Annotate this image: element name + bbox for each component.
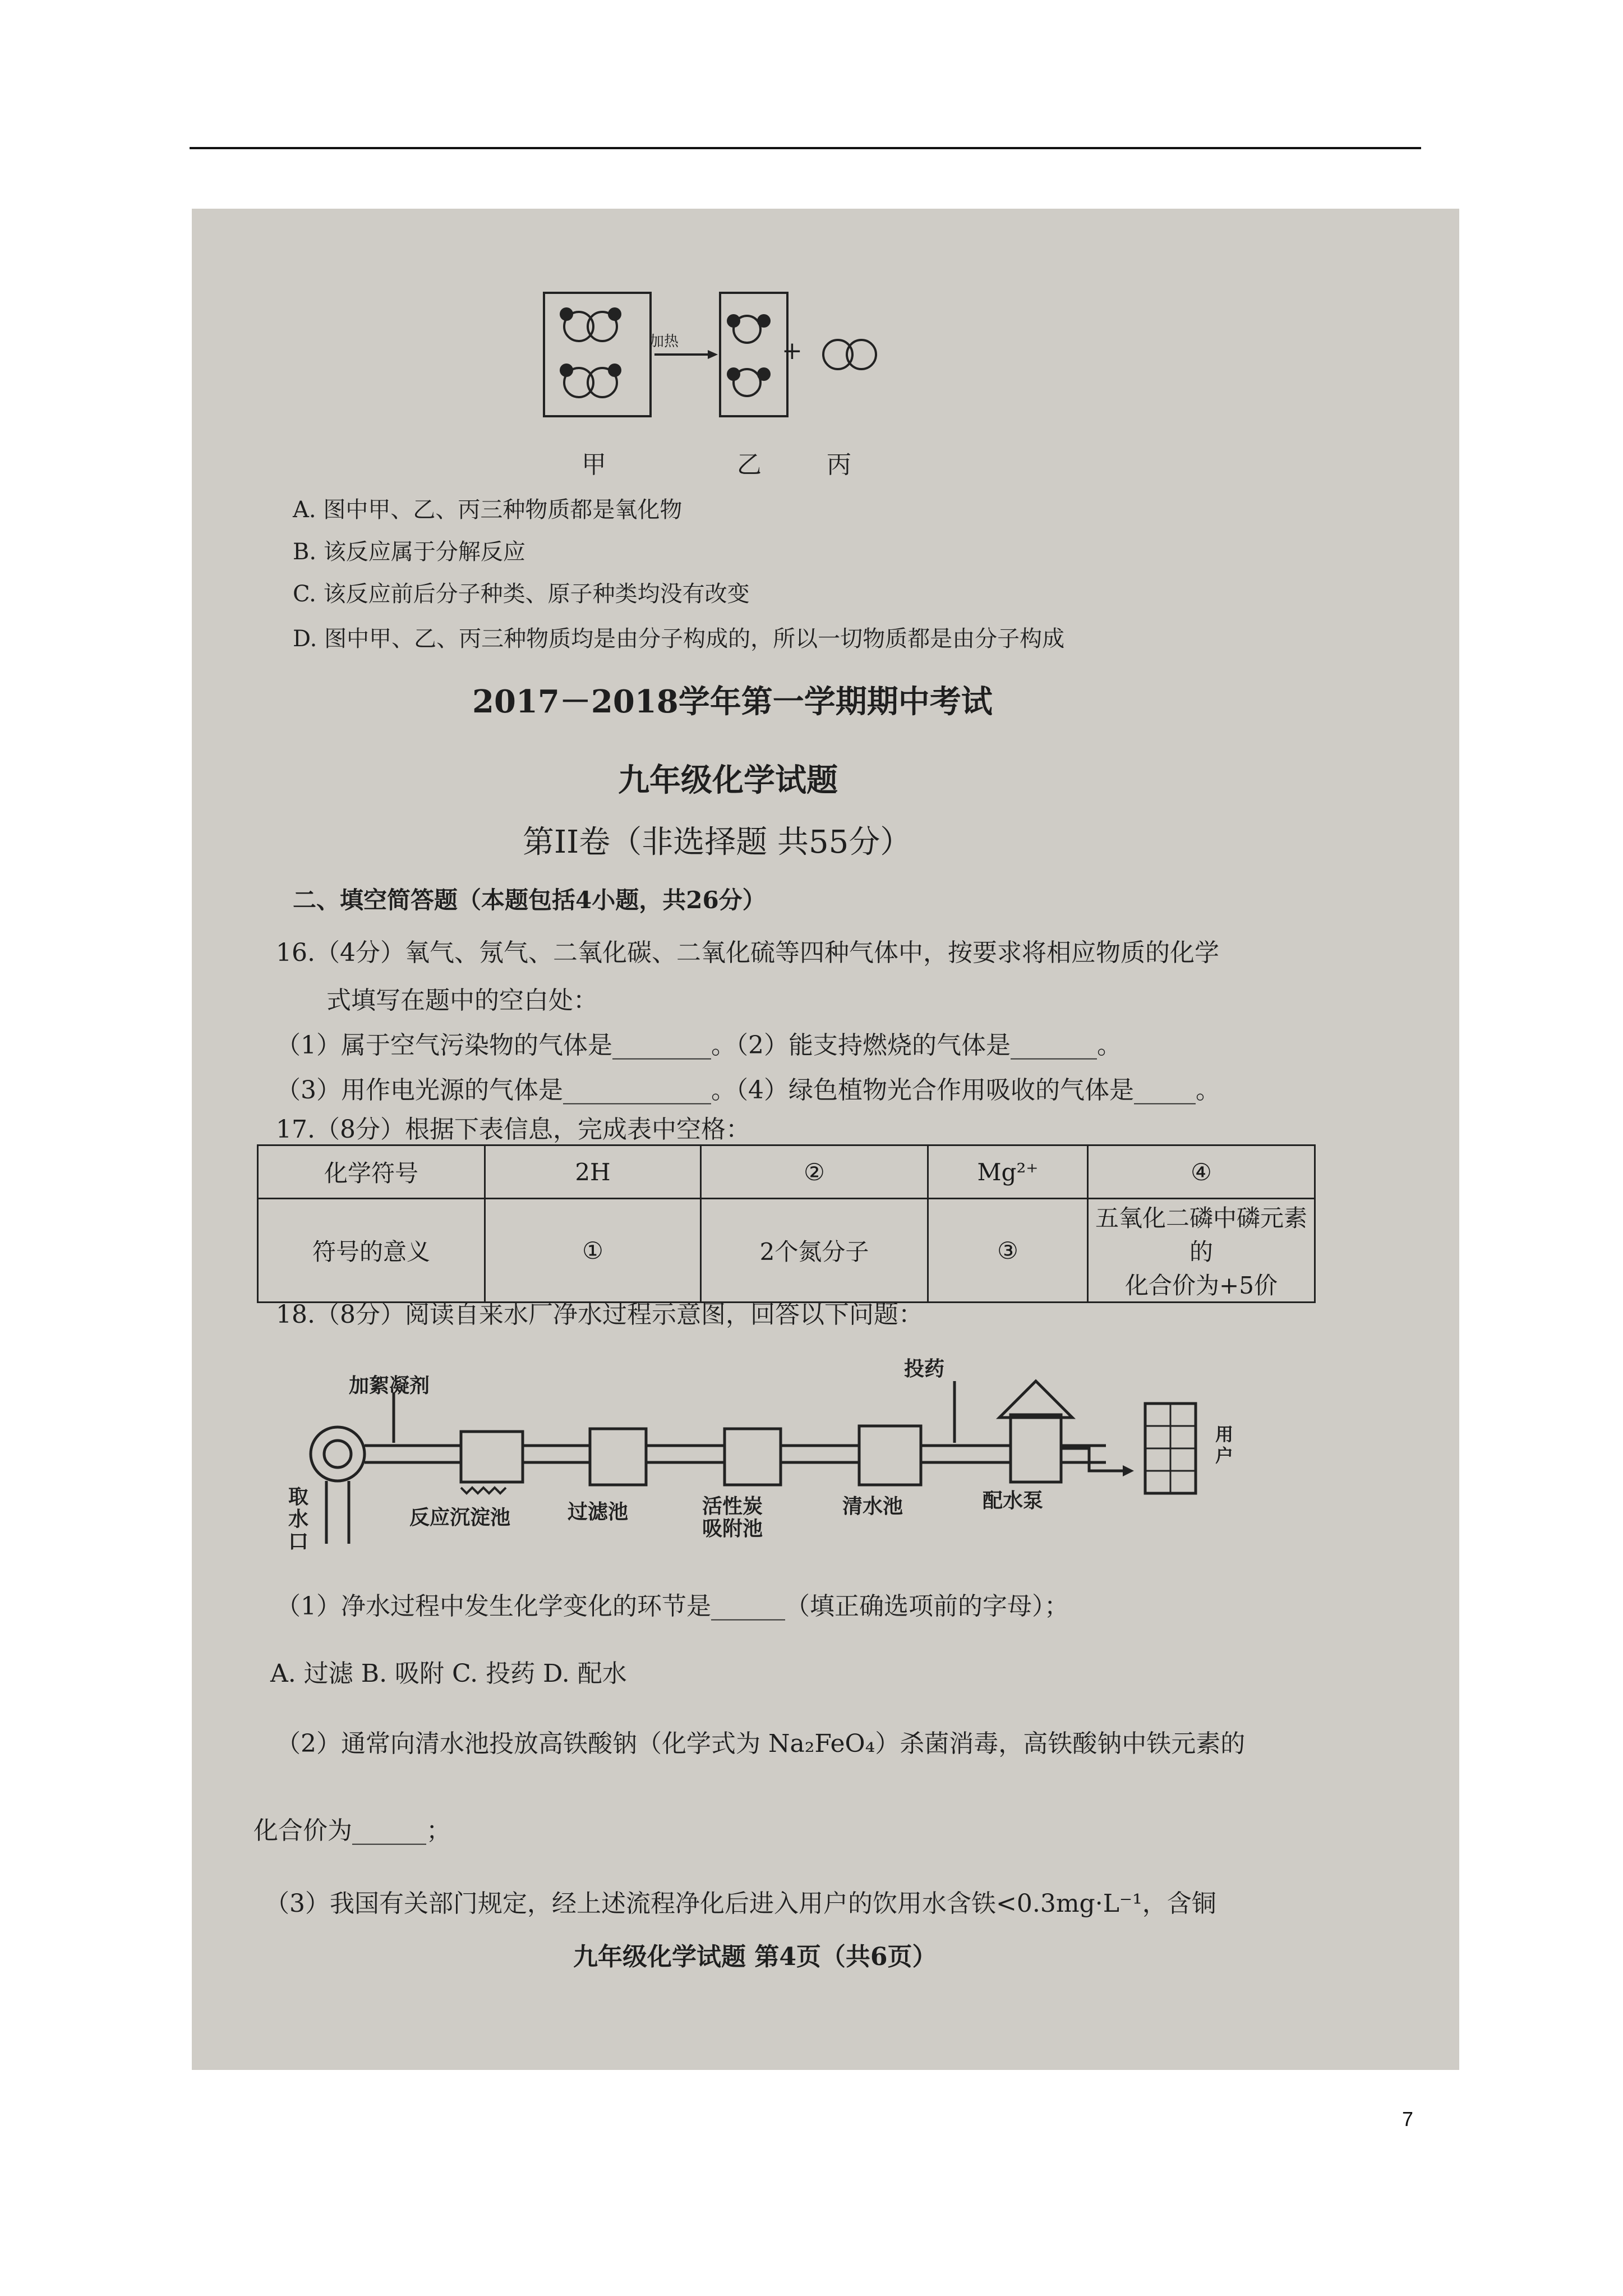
reaction-tank-label: 反应沉淀池 <box>409 1506 511 1529</box>
header-rule <box>190 147 1421 149</box>
section-heading: 二、填空简答题（本题包括4小题，共26分） <box>293 886 766 914</box>
q16-line4: （3）用作电光源的气体是____________。（4）绿色植物光合作用吸收的气体是_____。 <box>276 1076 1220 1105</box>
exam-subject: 九年级化学试题 <box>618 762 838 799</box>
exam-part: 第II卷（非选择题 共55分） <box>523 824 912 861</box>
q16-line3: （1）属于空气污染物的气体是________。（2）能支持燃烧的气体是_______。 <box>276 1031 1122 1060</box>
carbon-tank-label-2: 吸附池 <box>702 1517 763 1540</box>
q17-stem: 17.（8分）根据下表信息，完成表中空格： <box>276 1115 750 1144</box>
table-cell: 2H <box>485 1145 701 1199</box>
option-c: C. 该反应前后分子种类、原子种类均没有改变 <box>293 581 750 607</box>
label-yi: 乙 <box>737 450 762 479</box>
q18-stem: 18.（8分）阅读自来水厂净水过程示意图，回答以下问题： <box>276 1300 923 1329</box>
carbon-tank-label-1: 活性炭 <box>702 1494 763 1518</box>
label-bing: 丙 <box>827 450 851 479</box>
plus-sign: + <box>782 337 803 365</box>
page-number: 7 <box>1402 2108 1414 2131</box>
option-a: A. 图中甲、乙、丙三种物质都是氧化物 <box>293 497 683 523</box>
q16-line2: 式填写在题中的空白处： <box>326 986 598 1015</box>
table-row <box>258 1145 1315 1199</box>
heat-label: 加热 <box>649 333 679 350</box>
intake-label-2: 水 <box>288 1507 309 1531</box>
intake-label-1: 取 <box>288 1485 309 1508</box>
q18-part2a: （2）通常向清水池投放高铁酸钠（化学式为 Na₂FeO₄）杀菌消毒，高铁酸钠中铁元素的 <box>276 1729 1246 1758</box>
table-cell: ③ <box>928 1199 1088 1303</box>
pump-label: 配水泵 <box>983 1489 1044 1512</box>
dosing-label: 投药 <box>904 1357 945 1381</box>
clear-tank-label: 清水池 <box>842 1494 903 1518</box>
q18-part3: （3）我国有关部门规定，经上述流程净化后进入用户的饮用水含铁<0.3mg·L⁻¹，含铜 <box>265 1889 1216 1918</box>
table-cell: 化学符号 <box>258 1145 485 1199</box>
table-cell: ④ <box>1088 1145 1315 1199</box>
table-cell: ② <box>701 1145 928 1199</box>
table-cell: ① <box>485 1199 701 1303</box>
intake-label-3: 口 <box>288 1530 309 1553</box>
coagulant-label: 加絮凝剂 <box>349 1374 430 1397</box>
table-cell: 2个氮分子 <box>701 1199 928 1303</box>
exam-footer: 九年级化学试题 第4页（共6页） <box>573 1943 937 1971</box>
q16-line1: 16.（4分）氧气、氖气、二氧化碳、二氧化硫等四种气体中，按要求将相应物质的化学 <box>276 938 1219 967</box>
option-b: B. 该反应属于分解反应 <box>293 539 525 565</box>
table-cell-line: 五氧化二磷中磷元素的 <box>1095 1204 1307 1266</box>
q18-part2b: 化合价为______； <box>253 1816 451 1845</box>
molecule-diagram <box>540 287 1078 422</box>
q17-table <box>257 1144 1316 1303</box>
q18-part1-options: A. 过滤 B. 吸附 C. 投药 D. 配水 <box>270 1659 627 1688</box>
water-treatment-diagram <box>293 1359 1358 1594</box>
filter-tank-label: 过滤池 <box>568 1500 629 1524</box>
table-cell: 符号的意义 <box>258 1199 485 1303</box>
table-cell: Mg²⁺ <box>928 1145 1088 1199</box>
table-row <box>258 1199 1315 1303</box>
label-jia: 甲 <box>582 450 606 479</box>
exam-photo <box>192 209 1459 2070</box>
table-cell-line: 化合价为+5价 <box>1125 1272 1278 1299</box>
q18-part1: （1）净水过程中发生化学变化的环节是______（填正确选项前的字母）； <box>276 1592 1069 1621</box>
user-label-2: 户 <box>1215 1445 1234 1466</box>
user-label-1: 用 <box>1215 1424 1234 1445</box>
option-d: D. 图中甲、乙、丙三种物质均是由分子构成的，所以一切物质都是由分子构成 <box>293 626 1065 652</box>
exam-title: 2017－2018学年第一学期期中考试 <box>472 683 993 720</box>
table-cell <box>1088 1199 1315 1303</box>
